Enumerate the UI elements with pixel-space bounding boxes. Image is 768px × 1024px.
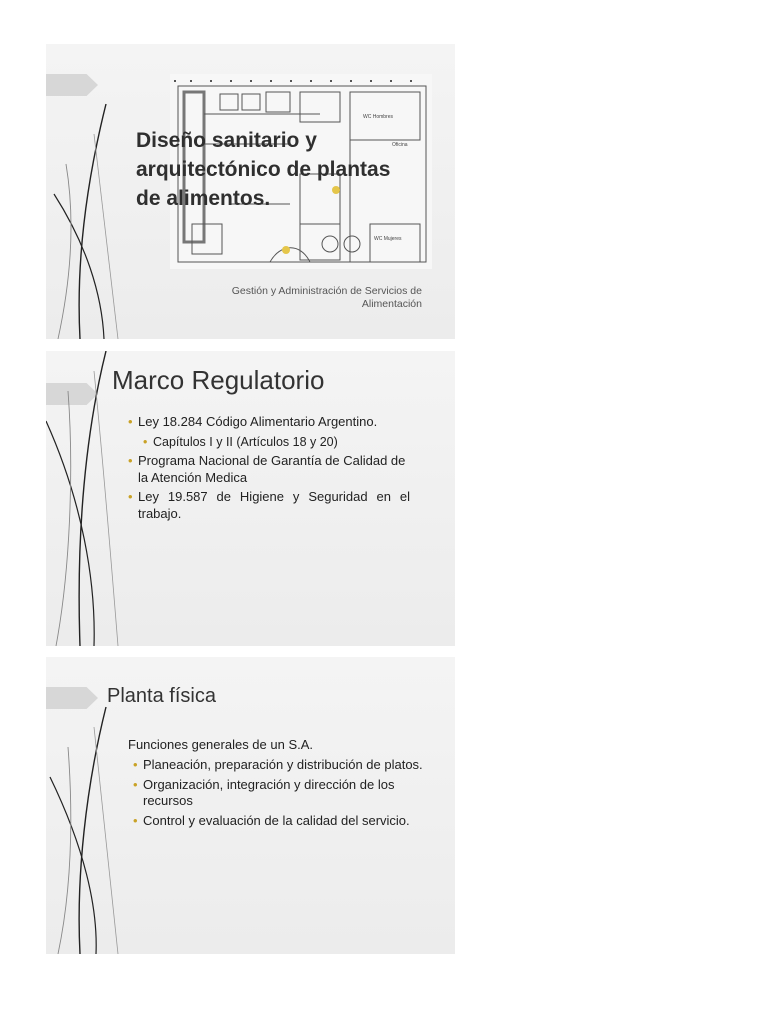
bullet-list [128, 414, 410, 525]
plan-label-wc-mujeres: WC Mujeres [374, 236, 402, 242]
title-line-3: de alimentos. [136, 187, 271, 210]
plan-label-wc-hombres: WC Hombres [363, 114, 394, 120]
plan-label-oficina: Oficina [392, 142, 408, 148]
sub-bullet-item: • Capítulos I y II (Artículos 18 y 20) [143, 434, 410, 451]
slide-title [46, 44, 455, 339]
slide-planta-fisica [46, 657, 455, 954]
bullet-item: • Ley 18.284 Código Alimentario Argentino. [128, 414, 410, 431]
bullet-item: • Ley 19.587 de Higiene y Seguridad en el trabajo. [128, 489, 410, 522]
slide-subtitle: Gestión y Administración de Servicios de Alimentación [231, 285, 422, 310]
intro-text: Funciones generales de un S.A. [128, 737, 314, 752]
bullet-item: • Organización, integración y dirección de los recursos [133, 777, 403, 810]
slide-title: Planta física [107, 685, 216, 707]
bullet-item: • Control y evaluación de la calidad del servicio. [133, 813, 428, 830]
title-line-2: arquitectónico de plantas [136, 158, 391, 181]
bullet-item: • Programa Nacional de Garantía de Calidad de la Atención Medica [128, 453, 410, 486]
slide-title: Marco Regulatorio [112, 365, 325, 395]
bullet-item: • Planeación, preparación y distribución de platos. [133, 757, 428, 774]
title-line-1: Diseño sanitario y [136, 129, 317, 152]
bullet-list [133, 757, 428, 832]
slide-title-text [136, 126, 446, 213]
slide-marco-regulatorio [46, 351, 455, 646]
decorative-curves [46, 44, 126, 339]
